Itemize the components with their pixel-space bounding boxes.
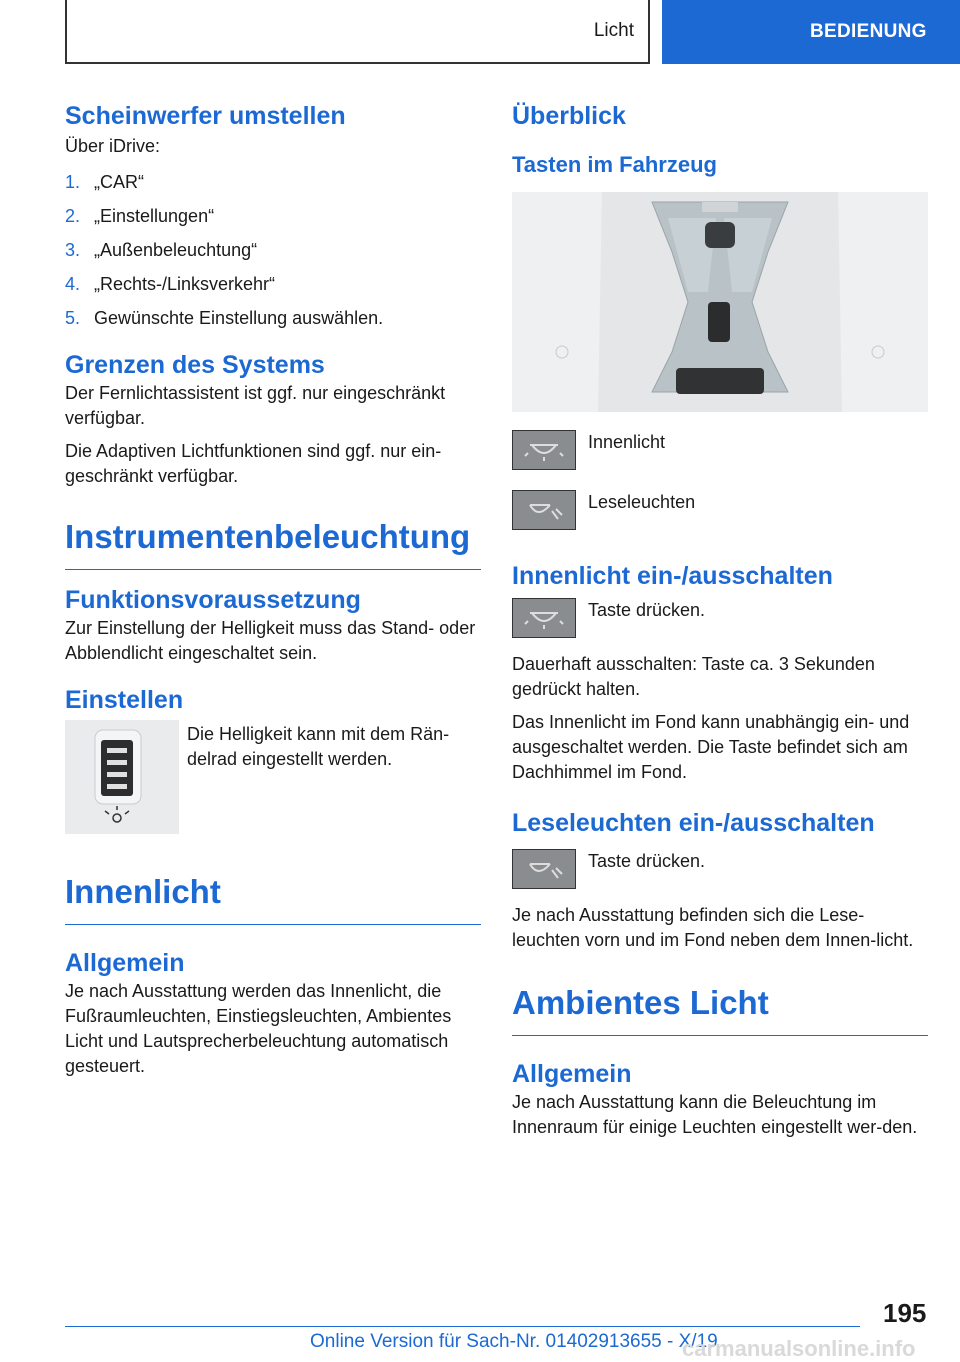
tasten-heading: Tasten im Fahrzeug	[512, 152, 717, 177]
list-item: 3. „Außenbeleuchtung“	[65, 240, 258, 260]
reading-light-icon	[512, 849, 576, 889]
grenzen-heading: Grenzen des Systems	[65, 351, 325, 379]
legend-label-innenlicht: Innenlicht	[588, 432, 666, 452]
lese-ein-step	[512, 849, 928, 889]
reading-light-icon	[512, 490, 576, 530]
funktion-text: Zur Einstellung der Helligkeit muss das Stand- oder Abblendlicht eingeschaltet sein.	[65, 618, 476, 663]
einstellen-heading: Einstellen	[65, 686, 184, 714]
footer-divider	[65, 1326, 860, 1327]
header-section-tab	[65, 0, 650, 64]
interior-light-icon	[512, 598, 576, 638]
ambientes-allgemein-heading: Allgemein	[512, 1060, 632, 1088]
innenlicht-ein-step	[512, 598, 928, 638]
lese-ein-heading: Leseleuchten ein-/ausschalten	[512, 809, 875, 837]
scheinwerfer-steps	[65, 165, 481, 335]
scheinwerfer-intro: Über iDrive:	[65, 136, 161, 156]
interior-light-icon	[512, 430, 576, 470]
list-item: 1. „CAR“	[65, 172, 144, 192]
ambientes-heading: Ambientes Licht	[512, 981, 928, 1036]
footer-online-version: Online Version für Sach-Nr. 01402913655 - X/19	[310, 1331, 718, 1352]
list-item: 4. „Rechts-/Linksverkehr“	[65, 274, 276, 294]
lese-ein-text: Je nach Ausstattung befinden sich die Lese-leuchten vorn und im Fond neben dem Innen-licht.	[512, 905, 914, 950]
legend-row-innenlicht	[512, 430, 928, 470]
innenlicht-allgemein-text: Je nach Ausstattung werden das Innenlicht, die Fußraumleuchten, Einstiegsleuchten, Ambientes Licht und Lautsprecherbeleuchtung automatisch gesteuert.	[65, 981, 452, 1076]
watermark: carmanualsonline.info	[682, 1336, 916, 1361]
left-column	[65, 100, 481, 1079]
ueberblick-heading: Überblick	[512, 102, 626, 130]
einstellen-block	[65, 720, 481, 834]
header-section-label: Licht	[593, 20, 634, 41]
lese-ein-step-text: Taste drücken.	[588, 851, 706, 871]
innenlicht-ein-heading: Innenlicht ein-/ausschalten	[512, 562, 833, 590]
header-category-tab	[662, 0, 960, 64]
legend-label-leseleuchten: Leseleuchten	[588, 492, 696, 512]
grenzen-text-2: Die Adaptiven Lichtfunktionen sind ggf. nur ein-geschränkt verfügbar.	[65, 441, 442, 486]
right-column	[512, 100, 928, 1140]
funktion-heading: Funktionsvoraussetzung	[65, 586, 361, 614]
list-item: 2. „Einstellungen“	[65, 206, 215, 226]
einstellen-text: Die Helligkeit kann mit dem Rän-delrad eingestellt werden.	[187, 724, 450, 769]
list-item: 5. Gewünschte Einstellung auswählen.	[65, 308, 384, 328]
scheinwerfer-heading: Scheinwerfer umstellen	[65, 102, 346, 130]
dimmer-wheel-image	[65, 720, 179, 834]
grenzen-text-1: Der Fernlichtassistent ist ggf. nur eingeschränkt verfügbar.	[65, 383, 446, 428]
header-category-label: BEDIENUNG	[810, 21, 927, 42]
page-number: 195	[883, 1298, 927, 1328]
innenlicht-ein-text-2: Das Innenlicht im Fond kann unabhängig ein- und ausgeschaltet werden. Die Taste befindet sich am Dachhimmel im Fond.	[512, 712, 910, 782]
innenlicht-ein-text-1: Dauerhaft ausschalten: Taste ca. 3 Sekunden gedrückt halten.	[512, 654, 875, 699]
dimmer-wheel-icon	[65, 720, 179, 834]
ambientes-allgemein-text: Je nach Ausstattung kann die Beleuchtung im Innenraum für einige Leuchten eingestellt wer-den.	[512, 1092, 918, 1137]
innenlicht-heading: Innenlicht	[65, 870, 481, 925]
roof-console-image	[512, 192, 928, 412]
innenlicht-ein-step-text: Taste drücken.	[588, 600, 706, 620]
roof-console-icon	[512, 192, 928, 412]
legend-row-leseleuchten	[512, 490, 928, 530]
instrumenten-heading: Instrumentenbeleuchtung	[65, 515, 481, 570]
innenlicht-allgemein-heading: Allgemein	[65, 949, 185, 977]
